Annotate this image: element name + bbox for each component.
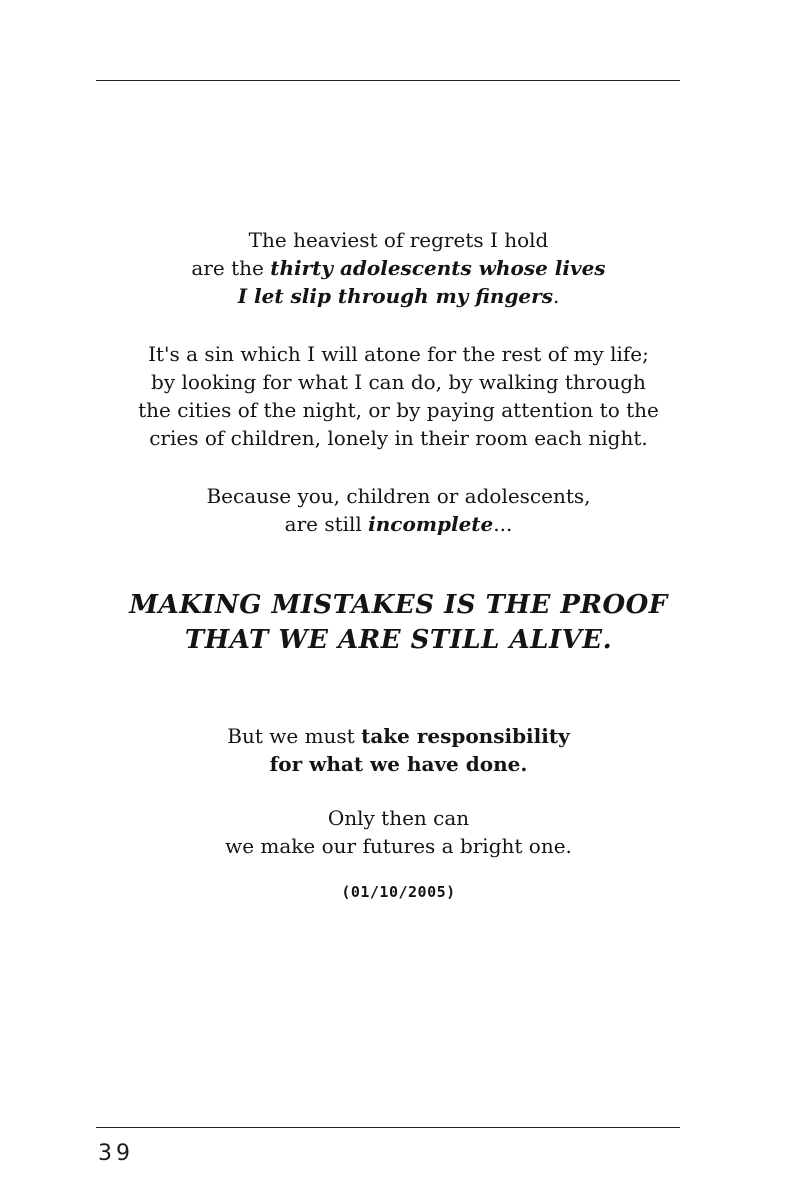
bold-text: take responsibility xyxy=(361,724,570,748)
stanza-line: It's a sin which I will atone for the rest of my life; xyxy=(148,342,649,366)
stanza-regrets xyxy=(60,226,737,310)
plain-text: . xyxy=(552,284,560,308)
stanza-line: we make our futures a bright one. xyxy=(225,834,572,858)
stanza-responsibility xyxy=(60,722,737,778)
stanza-line: for what we have done. xyxy=(269,752,528,776)
stanza-line xyxy=(60,282,737,310)
emphasized-text: thirty adolescents whose lives xyxy=(270,256,606,280)
stanza-line: cries of children, lonely in their room each night. xyxy=(149,426,648,450)
stanza-line: The heaviest of regrets I hold xyxy=(248,228,549,252)
bottom-rule xyxy=(96,1127,680,1128)
emphasized-text: incomplete xyxy=(368,512,494,536)
headline-line: MAKING MISTAKES IS THE PROOF xyxy=(129,590,668,620)
emphasized-text: I let slip through my fingers xyxy=(237,284,553,308)
page-number: 39 xyxy=(98,1141,134,1166)
date-stamp: (01/10/2005) xyxy=(341,883,456,901)
stanza-line: Only then can xyxy=(327,806,470,830)
stanza-future xyxy=(60,804,737,860)
stanza-atonement xyxy=(60,340,737,452)
stanza-line: the cities of the night, or by paying attention to the xyxy=(138,398,659,422)
page-body xyxy=(60,226,737,902)
stanza-line: Because you, children or adolescents, xyxy=(206,484,591,508)
top-rule xyxy=(96,80,680,81)
plain-text: are still xyxy=(284,512,369,536)
stanza-incomplete xyxy=(60,482,737,538)
stanza-line: by looking for what I can do, by walking through xyxy=(151,370,646,394)
headline xyxy=(60,588,737,658)
stanza-line xyxy=(60,254,737,282)
plain-text: are the xyxy=(191,256,271,280)
headline-line: THAT WE ARE STILL ALIVE. xyxy=(184,625,613,655)
plain-text: But we must xyxy=(227,724,362,748)
stanza-line xyxy=(60,722,737,750)
stanza-line xyxy=(60,510,737,538)
plain-text: ... xyxy=(493,512,513,536)
